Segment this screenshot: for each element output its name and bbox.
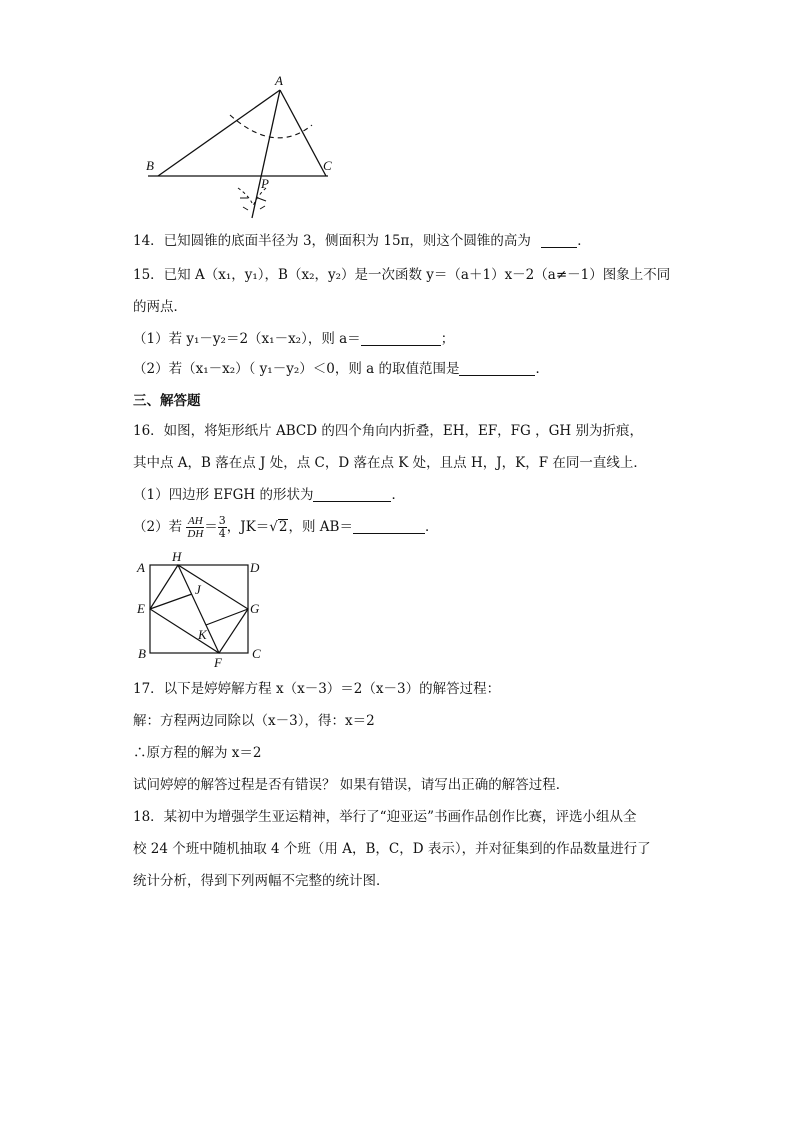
answer-blank-16-2[interactable]: [353, 519, 425, 534]
label-c2: C: [252, 646, 261, 661]
folded-rectangle-figure: [132, 548, 272, 672]
answer-blank-15-2[interactable]: [459, 361, 535, 376]
answer-blank-15-1[interactable]: [361, 331, 441, 346]
arc-mark-4: [258, 198, 266, 201]
label-f2: F: [214, 655, 222, 670]
label-h2: H: [172, 549, 182, 564]
question-16-part2-mid: ，JK＝: [226, 519, 270, 535]
segment-ej: [150, 594, 192, 609]
label-a: A: [275, 73, 283, 88]
segment-ab: [158, 90, 280, 176]
arc-mark-5: [243, 207, 248, 210]
question-15-part1-end: ；: [440, 331, 455, 347]
question-14-end: ．: [577, 233, 591, 249]
answer-blank-16-1[interactable]: [313, 487, 391, 502]
question-18-line1: 18．某初中为增强学生亚运精神，举行了“迎亚运”书画作品创作比赛，评选小组从全: [133, 809, 637, 825]
equals-sign: ＝: [204, 519, 218, 535]
question-17-line4: 试问婷婷的解答过程是否有错误？ 如果有错误，请写出正确的解答过程．: [133, 777, 570, 793]
arc-mark-1: [238, 188, 252, 203]
label-a2: A: [137, 560, 145, 575]
question-17-line1: 17．以下是婷婷解方程 x（x－3）＝2（x－3）的解答过程：: [133, 681, 501, 697]
question-16-part2-prefix: （2）若: [133, 519, 183, 535]
answer-blank-14[interactable]: [541, 233, 577, 248]
label-e2: E: [137, 601, 145, 616]
question-16-part1-end: ．: [391, 487, 405, 503]
question-18-line2: 校 24 个班中随机抽取 4 个班（用 A，B，C，D 表示），并对征集到的作品数量进行了: [133, 841, 651, 857]
label-p: P: [261, 176, 269, 191]
label-k2: K: [198, 627, 207, 642]
question-18-line3: 统计分析，得到下列两幅不完整的统计图．: [133, 873, 390, 889]
label-d2: D: [250, 560, 260, 575]
label-g2: G: [250, 601, 260, 616]
segment-ac: [280, 90, 326, 176]
sqrt-value: 2: [278, 519, 288, 535]
question-15-part2: [133, 360, 549, 378]
question-15-line2: 的两点．: [133, 299, 187, 315]
question-14: [133, 232, 591, 250]
segment-gk: [206, 609, 248, 625]
question-16-part2-after: ，则 AB＝: [288, 519, 353, 535]
fraction-3-4: $\frac{3}{4}$: [218, 514, 226, 540]
label-j2: J: [195, 582, 201, 597]
question-17-line2: 解：方程两边同除以（x－3），得：x＝2: [133, 713, 375, 729]
label-b: B: [146, 158, 154, 173]
question-14-text: 14．已知圆锥的底面半径为 3，侧面积为 15π，则这个圆锥的高为: [133, 233, 531, 249]
fraction-ah-dh: $\frac{AH}{DH}$: [187, 515, 204, 540]
question-15-part2-end: ．: [535, 361, 549, 377]
question-15-line1: 15．已知 A（x₁，y₁），B（x₂，y₂）是一次函数 y＝（a＋1）x－2（a≠－1）图象上不同: [133, 267, 671, 283]
section-heading: 三、解答题: [133, 393, 201, 409]
arc-mark-6: [260, 206, 265, 209]
question-17-line3: ∴原方程的解为 x＝2: [133, 745, 262, 761]
question-16-part1: [133, 486, 405, 504]
label-c: C: [323, 158, 332, 173]
label-b2: B: [138, 646, 146, 661]
question-16-part1-text: （1）四边形 EFGH 的形状为: [133, 487, 314, 503]
question-16-line2: 其中点 A，B 落在点 J 处，点 C，D 落在点 K 处，且点 H，J，K，F 在同一直线上．: [133, 455, 647, 471]
bisector-line: [252, 90, 280, 218]
question-15-part1: [133, 330, 454, 348]
question-16-part2-end: ．: [424, 519, 439, 535]
question-15-part2-text: （2）若（x₁－x₂）（ y₁－y₂）＜0，则 a 的取值范围是: [133, 361, 460, 377]
question-16-part2: （2）若 $\frac{AH}{DH}$ ＝ $\frac{3}{4}$ ，JK＝√2，则 AB＝ ．: [133, 514, 439, 540]
question-16-line1: 16．如图，将矩形纸片 ABCD 的四个角向内折叠，EH，EF，FG ，GH 别为折痕，: [133, 423, 643, 439]
triangle-construction-figure: [140, 70, 350, 225]
question-15-part1-text: （1）若 y₁－y₂＝2（x₁－x₂），则 a＝: [133, 331, 361, 347]
